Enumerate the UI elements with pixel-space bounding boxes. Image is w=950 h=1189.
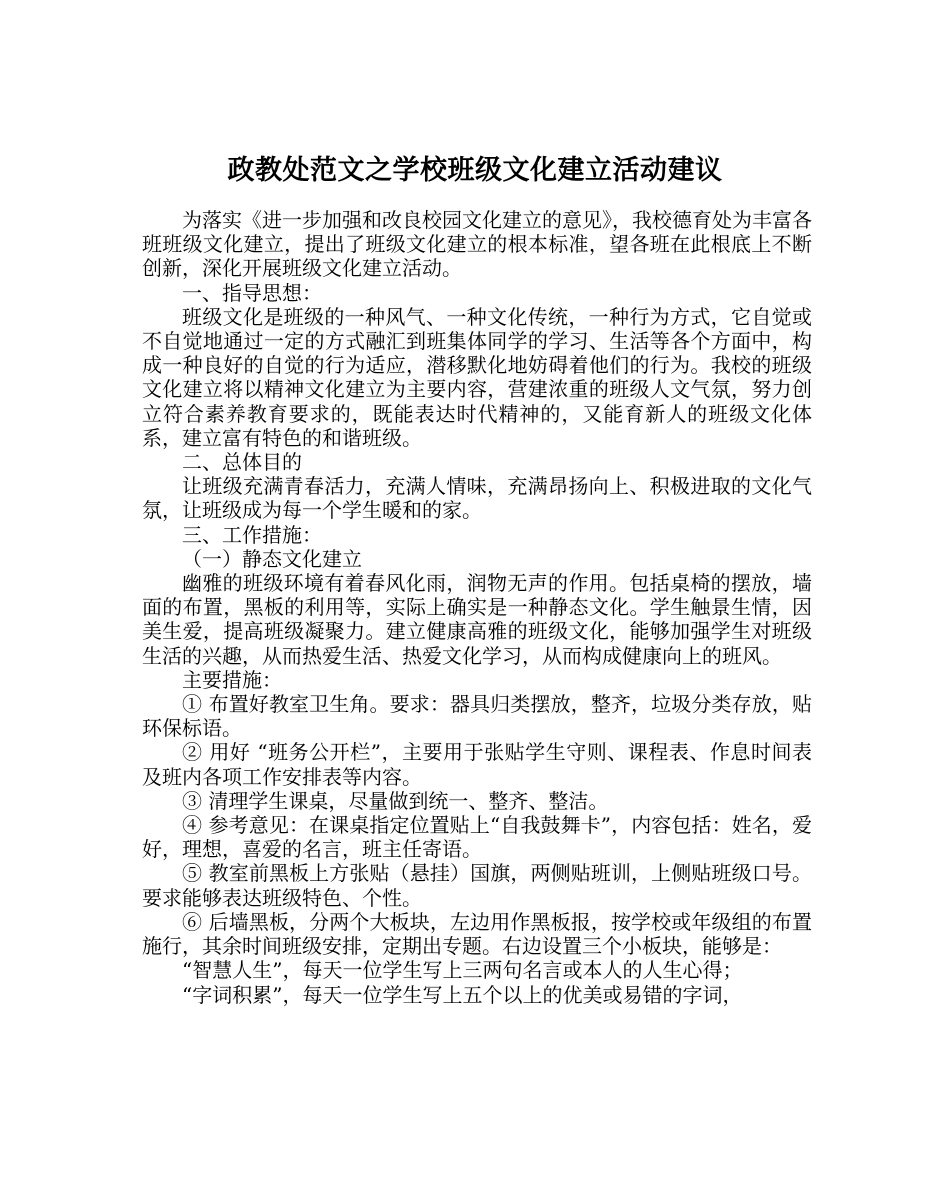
section-heading-guiding-thought: 一、指导思想： <box>182 280 322 305</box>
section-heading-overall-goal: 二、总体目的 <box>182 450 302 475</box>
measure-item-6: ⑥ 后墙黑板，分两个大板块，左边用作黑板报，按学校或年级组的布置施行，其余时间班级安排，定期出专题。右边设置三个小板块，能够是： <box>142 909 812 959</box>
paragraph-guiding-thought: 班级文化是班级的一种风气、一种文化传统，一种行为方式，它自觉或不自觉地通过一定的方式融汇到班集体同学的学习、生活等各个方面中，构成一种良好的自觉的行为适应，潜移默化地妨碍着他们的行为。我校的班级文化建立将以精神文化建立为主要内容，营建浓重的班级人文气氛，努力创立符合素养教育要求的，既能表达时代精神的，又能育新人的班级文化体系，建立富有特色的和谐班级。 <box>142 304 812 450</box>
paragraph-overall-goal: 让班级充满青春活力，充满人情味，充满昂扬向上、积极进取的文化气氛，让班级成为每一个学生暖和的家。 <box>142 474 812 523</box>
heading-main-measures: 主要措施： <box>182 667 282 692</box>
document-title: 政教处范文之学校班级文化建立活动建议 <box>227 155 723 187</box>
measure-item-5: ⑤ 教室前黑板上方张贴（悬挂）国旗，两侧贴班训，上侧贴班级口号。要求能够表达班级特色、个性。 <box>142 861 812 910</box>
paragraph-intro: 为落实《进一步加强和改良校园文化建立的意见》，我校德育处为丰富各班班级文化建立，提出了班级文化建立的根本标准，望各班在此根底上不断创新，深化开展班级文化建立活动。 <box>142 208 812 281</box>
measure-item-1: ① 布置好教室卫生角。要求：器具归类摆放，整齐，垃圾分类存放，贴环保标语。 <box>142 692 812 741</box>
document-body <box>142 208 812 1007</box>
measure-item-2: ② 用好 “班务公开栏”，主要用于张贴学生守则、课程表、作息时间表及班内各项工作安排表等内容。 <box>142 740 812 789</box>
measure-item-4: ④ 参考意见：在课桌指定位置贴上“自我鼓舞卡”，内容包括：姓名，爱好，理想，喜爱的名言，班主任寄语。 <box>142 813 812 862</box>
measure-item-3: ③ 清理学生课桌，尽量做到统一、整齐、整洁。 <box>182 788 609 813</box>
paragraph-static-culture: 幽雅的班级环境有着春风化雨，润物无声的作用。包括桌椅的摆放，墙面的布置，黑板的利用等，实际上确实是一种静态文化。学生触景生情，因美生爱，提高班级凝聚力。建立健康高雅的班级文化，能够加强学生对班级生活的兴趣，从而热爱生活、热爱文化学习，从而构成健康向上的班风。 <box>142 571 812 668</box>
board-section-wisdom: “智慧人生”，每天一位学生写上三两句名言或本人的人生心得； <box>182 958 743 983</box>
subsection-heading-static-culture: （一）静态文化建立 <box>182 546 362 571</box>
board-section-vocabulary: “字词积累”，每天一位学生写上五个以上的优美或易错的字词， <box>182 982 743 1007</box>
section-heading-work-measures: 三、工作措施： <box>182 522 322 547</box>
